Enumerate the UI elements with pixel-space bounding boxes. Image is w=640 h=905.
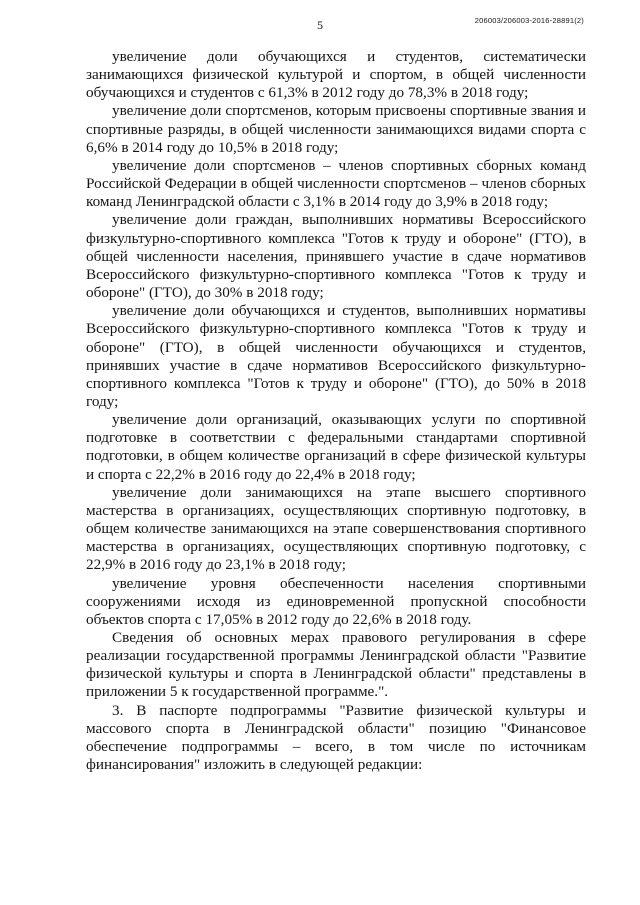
paragraph-gto-citizens: увеличение доли граждан, выполнивших нормативы Всероссийского физкультурно-спортивного комплекса "Готов к труду и обороне" (ГТО), в общей численности населения, принявшего участие в сдаче нормативов Всероссийского физкультурно-спортивного комплекса "Готов к труду и обороне" (ГТО), до 30% в 2018 году; [86, 211, 586, 302]
paragraph-legal-regulation: Сведения об основных мерах правового регулирования в сфере реализации государственной программы Ленинградской области "Развитие физической культуры и спорта в Ленинградской области" представлены в приложении 5 к государственной программе.". [86, 629, 586, 701]
paragraph-facilities: увеличение уровня обеспеченности населения спортивными сооружениями исходя из единовременной пропускной способности объектов спорта с 17,05% в 2012 году до 22,6% в 2018 году. [86, 574, 586, 628]
paragraph-organizations: увеличение доли организаций, оказывающих услуги по спортивной подготовке в соответствии с федеральными стандартами спортивной подготовки, в общем количестве организаций в сфере физической культуры и спорта с 22,2% в 2016 году до 22,4% в 2018 году; [86, 411, 586, 483]
paragraph-item-3: 3. В паспорте подпрограммы "Развитие физической культуры и массового спорта в Ленинградской области" позицию "Финансовое обеспечение подпрограммы – всего, в том числе по источникам финансирования" изложить в следующей редакции: [86, 701, 586, 774]
page-number: 5 [317, 18, 323, 32]
paragraph-students-share: увеличение доли обучающихся и студентов, систематически занимающихся физической культурой и спортом, в общей численности обучающихся и студентов с 61,3% в 2012 году до 78,3% в 2018 году; [86, 48, 586, 102]
paragraph-national-teams: увеличение доли спортсменов – членов спортивных сборных команд Российской Федерации в общей численности спортсменов – членов сборных команд Ленинградской области с 3,1% в 2014 году до 3,9% в 2018 году; [86, 156, 586, 211]
document-body [86, 48, 586, 774]
paragraph-sport-ranks: увеличение доли спортсменов, которым присвоены спортивные звания и спортивные разряды, в общей численности занимающихся видами спорта с 6,6% в 2014 году до 10,5% в 2018 году; [86, 102, 586, 156]
paragraph-high-mastery: увеличение доли занимающихся на этапе высшего спортивного мастерства в организациях, осуществляющих спортивную подготовку, в общем количестве занимающихся на этапе совершенствования спортивного мастерства в организациях, осуществляющих спортивную подготовку, с 22,9% в 2016 году до 23,1% в 2018 году; [86, 483, 586, 574]
paragraph-gto-students: увеличение доли обучающихся и студентов, выполнивших нормативы Всероссийского физкультурно-спортивного комплекса "Готов к труду и обороне" (ГТО), в общей численности обучающихся и студентов, принявших участие в сдаче нормативов Всероссийского физкультурно-спортивного комплекса "Готов к труду и обороне" (ГТО), до 50% в 2018 году; [86, 302, 586, 410]
document-id: 206003/206003-2016-28891(2) [474, 16, 584, 25]
